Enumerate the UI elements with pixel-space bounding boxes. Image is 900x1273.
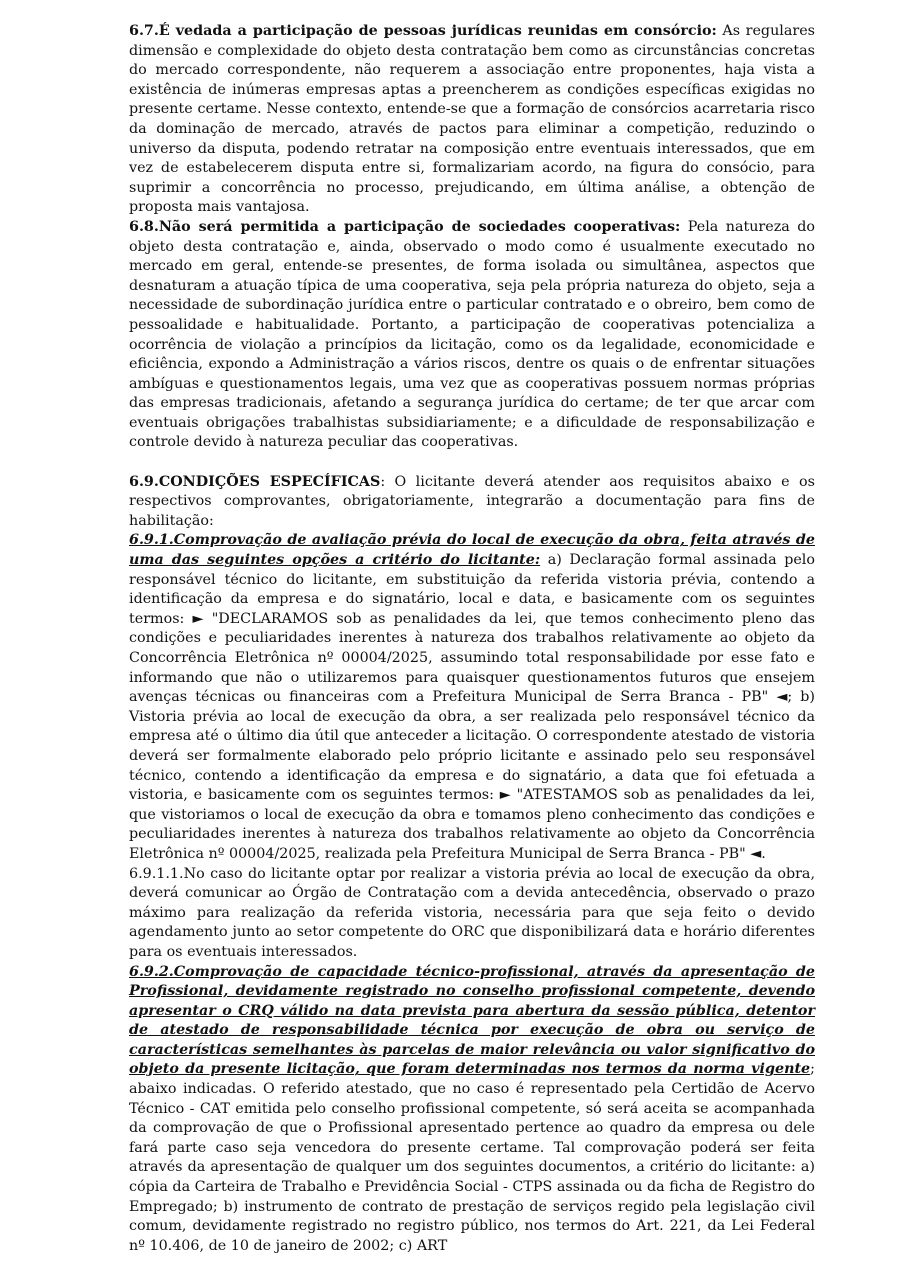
paragraph-6-9-2-heading: 6.9.2.Comprovação de capacidade técnico-profissional, através da apresentação de Profissional, devidamente registrado no conselho profissional competente, devendo apresentar o CRQ válido na data prevista para abertura da sessão pública, detentor de atestado de responsabilidade técnica por execução de obra ou serviço de características semelhantes às parcelas de maior relevância ou valor significativo do objeto da presente licitação, que foram determinadas nos termos da norma vigente: [129, 963, 815, 1078]
paragraph-6-7-text: As regulares dimensão e complexidade do objeto desta contratação bem como as circunstâncias concretas do mercado correspondente, não requerem a associação entre proponentes, haja vista a existência de inúmeras empresas aptas a preencherem as condições específicas exigidas no presente certame. Nesse contexto, entende-se que a formação de consórcios acarretaria risco da dominação de mercado, através de pactos para eliminar a competição, reduzindo o universo da disputa, podendo retratar na composição entre eventuais interessados, que em vez de estabelecerem disputa entre si, formalizariam acordo, na figura do consócio, para suprimir a concorrência no processo, prejudicando, em última análise, a obtenção de proposta mais vantajosa.: [129, 23, 815, 216]
paragraph-spacer: [129, 453, 815, 473]
paragraph-6-9-1-heading: 6.9.1.Comprovação de avaliação prévia do local de execução da obra, feita através de uma das seguintes opções a critério do licitante:: [129, 532, 815, 569]
paragraph-6-9-2: [129, 963, 815, 1257]
paragraph-6-8-heading: 6.8.Não será permitida a participação de sociedades cooperativas:: [129, 218, 681, 235]
paragraph-6-7-heading: 6.7.É vedada a participação de pessoas jurídicas reunidas em consórcio:: [129, 23, 717, 39]
paragraph-6-9-1-text: a) Declaração formal assinada pelo responsável técnico do licitante, em substituição da referida vistoria prévia, contendo a identificação da empresa e do signatário, local e data, e basicamente com os seguintes termos: ► "DECLARAMOS sob as penalidades da lei, que temos conhecimento pleno das condições e peculiaridades inerentes à natureza dos trabalhos relativamente ao objeto da Concorrência Eletrônica nº 00004/2025, assumindo total responsabilidade por esse fato e informando que não o utilizaremos para quaisquer questionamentos futuros que ensejem avenças técnicas ou financeiras com a Prefeitura Municipal de Serra Branca - PB" ◄; b) Vistoria prévia ao local de execução da obra, a ser realizada pelo responsável técnico da empresa até o último dia útil que anteceder a licitação. O correspondente atestado de vistoria deverá ser formalmente elaborado pelo próprio licitante e assinado pelo seu responsável técnico, contendo a identificação da empresa e do signatário, a data que foi efetuada a vistoria, e basicamente com os seguintes termos: ► "ATESTAMOS sob as penalidades da lei, que vistoriamos o local de execução da obra e tomamos pleno conhecimento das condições e peculiaridades inerentes à natureza dos trabalhos relativamente ao objeto da Concorrência Eletrônica nº 00004/2025, realizada pela Prefeitura Municipal de Serra Branca - PB" ◄.: [129, 552, 815, 862]
paragraph-6-9-text: : O licitante deverá atender aos requisitos abaixo e os respectivos comprovantes, obrigatoriamente, integrarão a documentação para fins de habilitação:: [129, 473, 815, 529]
paragraph-6-9-1-1-text: 6.9.1.1.No caso do licitante optar por realizar a vistoria prévia ao local de execução da obra, deverá comunicar ao Órgão de Contratação com a devida antecedência, observado o prazo máximo para realização da referida vistoria, necessária para que seja feito o devido agendamento junto ao setor competente do ORC que disponibilizará data e horário diferentes para os eventuais interessados.: [129, 865, 815, 960]
paragraph-6-9-2-text: ; abaixo indicadas. O referido atestado, que no caso é representado pela Certidão de Acervo Técnico - CAT emitida pelo conselho profissional competente, só será aceita se acompanhada da comprovação de que o Profissional apresentado pertence ao quadro da empresa ou dele fará parte caso seja vencedora do presente certame. Tal comprovação poderá ser feita através da apresentação de qualquer um dos seguintes documentos, a critério do licitante: a) cópia da Carteira de Trabalho e Previdência Social - CTPS assinada ou da ficha de Registro do Empregado; b) instrumento de contrato de prestação de serviços regido pela legislação civil comum, devidamente registrado no registro público, nos termos do Art. 221, da Lei Federal nº 10.406, de 10 de janeiro de 2002; c) ART: [129, 1061, 815, 1254]
paragraph-6-8-text: Pela natureza do objeto desta contratação e, ainda, observado o modo como é usualmente executado no mercado em geral, entende-se presentes, de forma isolada ou simultânea, aspectos que desnaturam a atuação típica de uma cooperativa, seja pela própria natureza do objeto, seja a necessidade de subordinação jurídica entre o particular contratado e o obreiro, bem como de pessoalidade e habitualidade. Portanto, a participação de cooperativas potencializa a ocorrência de violação a princípios da licitação, como os da legalidade, economicidade e eficiência, expondo a Administração a vários riscos, dentre os quais o de enfrentar situações ambíguas e questionamentos legais, uma vez que as cooperativas possuem normas próprias das empresas tradicionais, afetando a segurança jurídica do certame; de ter que arcar com eventuais obrigações trabalhistas subsidiariamente; e a dificuldade de responsabilização e controle devido à natureza peculiar das cooperativas.: [129, 218, 816, 451]
paragraph-6-9-heading: 6.9.CONDIÇÕES ESPECÍFICAS: [129, 473, 381, 490]
paragraph-6-9-1-1: [129, 865, 815, 963]
paragraph-6-8: [129, 218, 815, 453]
paragraph-6-9: [129, 473, 815, 532]
paragraph-6-9-1: [129, 531, 815, 864]
document-page: [129, 22, 815, 1256]
paragraph-6-7: [129, 22, 815, 218]
